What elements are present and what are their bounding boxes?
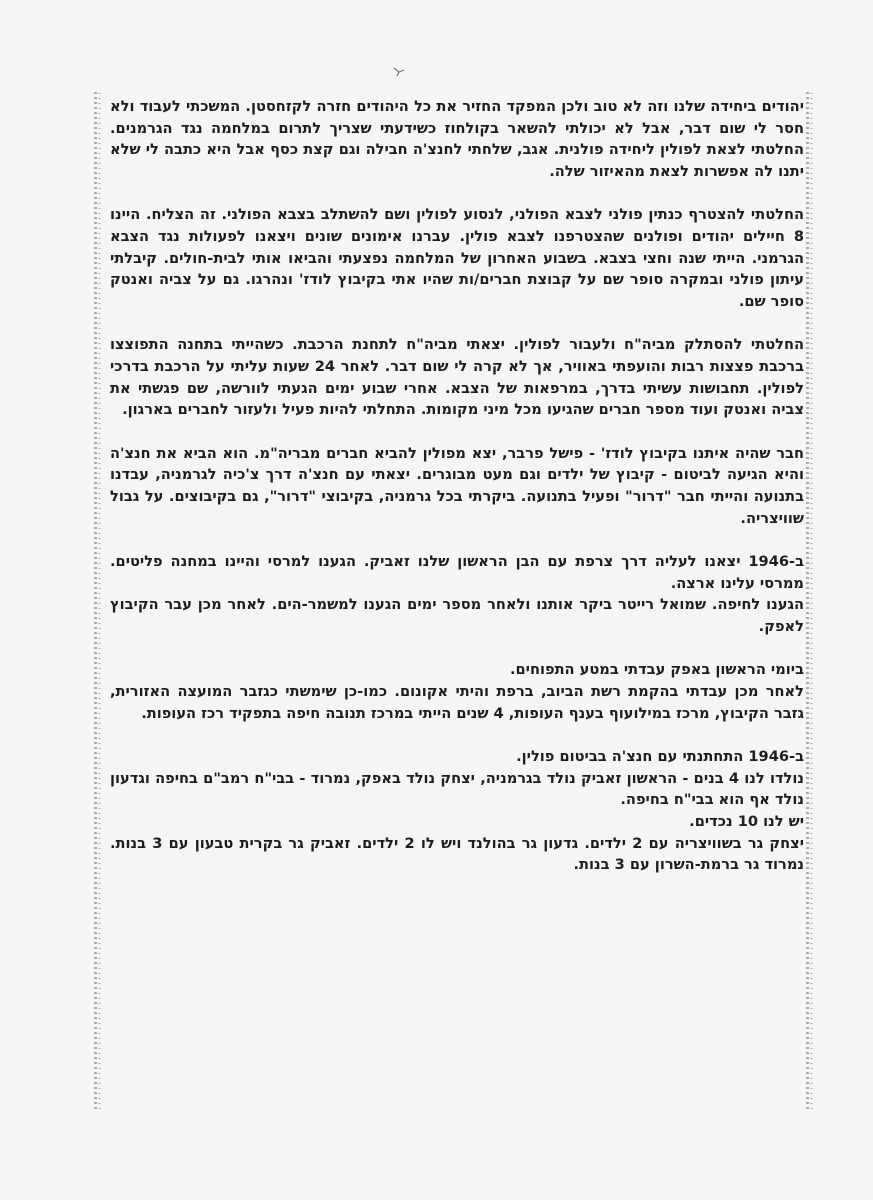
paragraph-3: החלטתי להסתלק מביה"ח ולעבור לפולין. יצאתי מביה"ח לתחנת הרכבת. כשהייתי בתחנה התפוצצו ברכבת פצצות רבות והועפתי באוויר, אך לא קרה לי שום דבר. לאחר 24 שעות עליתי על הרכבת בדרכי לפולין. תחבושות עשיתי בדרך, במרפאות של הצבא. אחרי שבוע ימים הגעתי לוורשה, שם פגשתי את צביה ואנטק ועוד מספר חברים שהגיעו מכל מיני מקומות. התחלתי להיות פעיל ולעזור לחברים בארגון. bbox=[110, 336, 804, 419]
paragraph-2: החלטתי להצטרף כנתין פולני לצבא הפולני, לנסוע לפולין ושם להשתלב בצבא הפולני. זה הצליח. היינו 8 חיילים יהודים ופולנים שהצטרפנו לצבא פולין. עברנו אימונים שונים ויצאנו לפעולות נגד הצבא הגרמני. הייתי שנה וחצי בצבא. בשבוע האחרון של המלחמה נפצעתי והביאו אותי לבית-חולים. קיבלתי עיתון פולני ובמקרה סופר שם על קבוצת חברים/ות שהיו אתי בקיבוץ לודז' ונהרגו. גם על צביה ואנטק סופר שם. bbox=[110, 206, 804, 310]
scan-mark-icon bbox=[393, 66, 405, 78]
left-decorative-border bbox=[94, 92, 101, 1112]
right-decorative-border bbox=[806, 92, 813, 1112]
paragraph-6a: ביומי הראשון באפק עבדתי במטע התפוחים. bbox=[509, 661, 804, 679]
paragraph-7a: ב-1946 התחתנתי עם חנצ'ה בביטום פולין. bbox=[516, 748, 804, 766]
paragraph-5a: ב-1946 יצאנו לעליה דרך צרפת עם הבן הראשון שלנו זאביק. הגענו למרסי והיינו במחנה פליטים. ממרסי עלינו ארצה. bbox=[110, 553, 804, 592]
paragraph-5b: הגענו לחיפה. שמואל רייטר ביקר אותנו ולאחר מספר ימים הגענו למשמר-הים. לאחר מכן עבר הקיבוץ לאפק. bbox=[110, 596, 804, 635]
paragraph-7b: נולדו לנו 4 בנים - הראשון זאביק נולד בגרמניה, יצחק נולד באפק, נמרוד - בבי"ח רמב"ם בחיפה וגדעון נולד אף הוא בבי"ח בחיפה. bbox=[110, 769, 804, 809]
paragraph-4: חבר שהיה איתנו בקיבוץ לודז' - פישל פרבר, יצא מפולין להביא חברים מבריה"מ. הוא הביא את חנצ'ה והיא הגיעה לביטום - קיבוץ של ילדים וגם מעט מבוגרים. יצאתי עם חנצ'ה דרך צ'כיה לגרמניה, עבדנו בתנועה והייתי חבר "דרור" ופעיל בתנועה. ביקרתי בכל גרמניה, בקיבוצי "דרור", גם בקיבוצים. על גבול שוויצריה. bbox=[110, 444, 804, 527]
paragraph-1: יהודים ביחידה שלנו וזה לא טוב ולכן המפקד החזיר את כל היהודים חזרה לקזחסטן. המשכתי לעבוד ולא חסר לי שום דבר, אבל לא יכולתי להשאר בקולחוז כשידעתי שצריך לתרום במלחמה נגד הגרמנים. החלטתי לצאת לפולין ליחידה פולנית. אגב, שלחתי לחנצ'ה חבילה וגם קצת כסף אבל היא כתבה לי שלא יתנו לה אפשרות לצאת מהאיזור שלה. bbox=[110, 98, 804, 180]
paragraph-7d: יצחק גר בשוויצריה עם 2 ילדים. גדעון גר בהולנד ויש לו 2 ילדים. זאביק גר בקרית טבעון עם 3 בנות. נמרוד גר ברמת-השרון עם 3 בנות. bbox=[110, 834, 805, 874]
paragraph-6b: לאחר מכן עבדתי בהקמת רשת הביוב, ברפת והיתי אקונום. כמו-כן שימשתי כגזבר המועצה האזורית, גזבר הקיבוץ, מרכז במילועוף בענף העופות, 4 שנים הייתי במרכז תנובה חיפה בתפקיד רכז העופות. bbox=[110, 683, 804, 722]
document-body bbox=[110, 96, 804, 876]
paragraph-7c: יש לנו 10 נכדים. bbox=[689, 813, 804, 831]
